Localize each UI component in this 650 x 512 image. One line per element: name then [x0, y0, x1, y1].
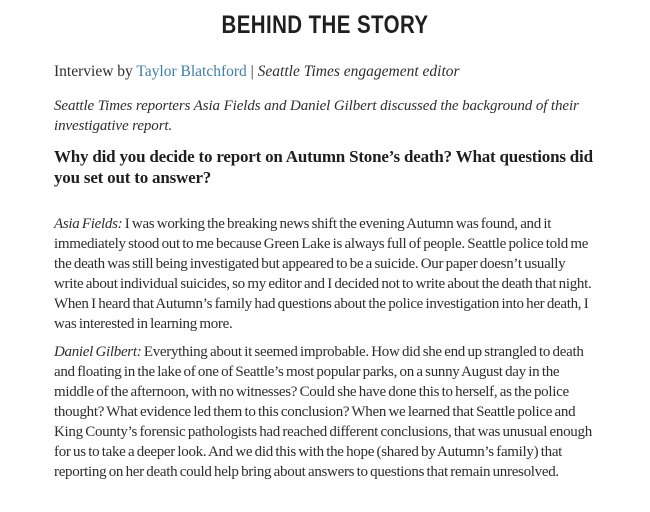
intro-text: Seattle Times reporters Asia Fields and Daniel Gilbert discussed the background of their investigative report.: [54, 98, 579, 134]
question-heading: Why did you decide to report on Autumn Stone’s death? What questions did you set out to answer?: [54, 147, 593, 187]
author-link[interactable]: Taylor Blatchford: [136, 63, 247, 80]
byline: [54, 62, 596, 82]
answer-paragraph-daniel-gilbert: [54, 342, 596, 482]
speaker-name: Daniel Gilbert:: [54, 344, 142, 360]
byline-separator: |: [250, 63, 254, 80]
article-page: [0, 12, 650, 512]
page-title: BEHIND THE STORY: [221, 11, 429, 39]
byline-prefix: Interview by: [54, 63, 133, 80]
answer-paragraph-asia-fields: [54, 214, 596, 334]
answer-text: I was working the breaking news shift the evening Autumn was found, and it immediately stood out to me because Green Lake is always full of people. Seattle police told me the death was still being investigated but appeared to be a suicide. Our paper doesn’t usually write about individual suicides, so my editor and I decided not to write about the death that night. When I heard that Autumn’s family had questions about the police investigation into her death, I was interested in learning more.: [54, 216, 592, 332]
answer-text: Everything about it seemed improbable. How did she end up strangled to death and floating in the lake of one of Seattle’s most popular parks, on a sunny August day in the middle of the afternoon, with no witnesses? Could she have done this to herself, as the police thought? What evidence led them to this conclusion? When we learned that Seattle police and King County’s forensic pathologists had reached different conclusions, that was unusual enough for us to take a deeper look. And we did this with the hope (shared by Autumn’s family) that reporting on her death could help bring about answers to questions that remain unresolved.: [54, 344, 592, 480]
speaker-name: Asia Fields:: [54, 216, 123, 232]
byline-role: Seattle Times engagement editor: [257, 63, 460, 80]
